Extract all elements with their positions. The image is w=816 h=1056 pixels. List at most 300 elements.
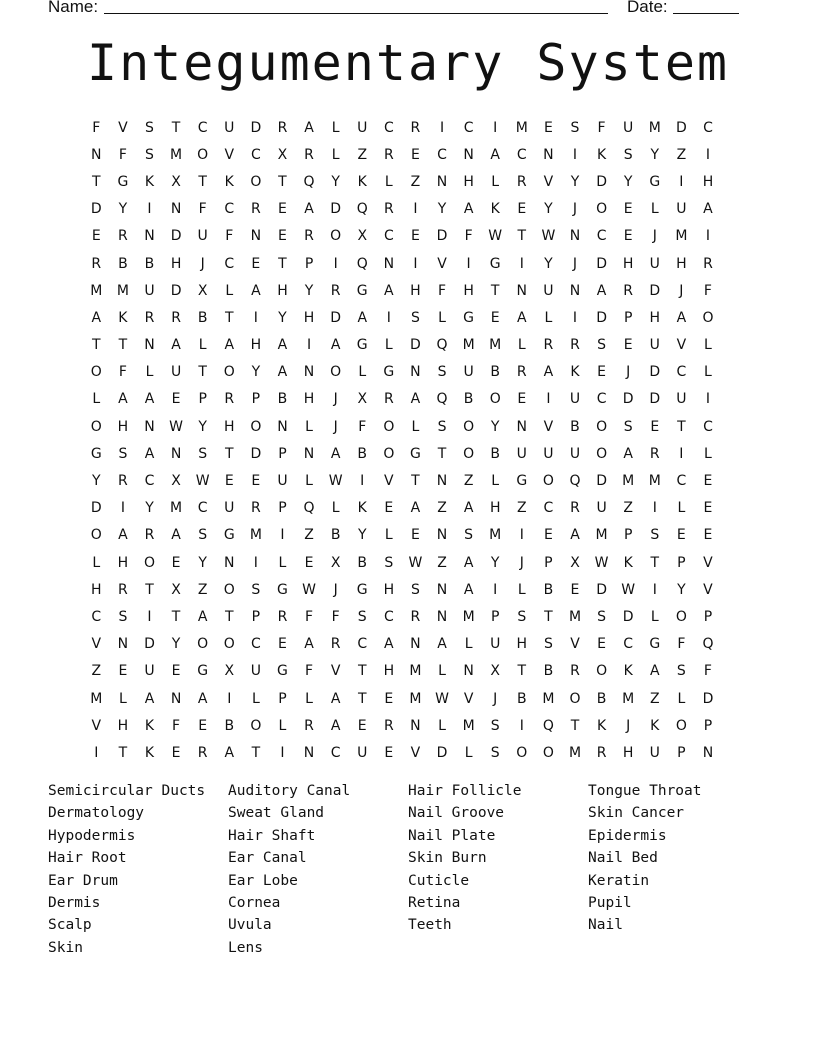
grid-letter: K — [570, 364, 580, 381]
grid-letter: V — [91, 717, 102, 734]
grid-letter: N — [569, 282, 581, 299]
grid-letter: U — [623, 119, 634, 136]
grid-letter: C — [383, 119, 394, 136]
grid-letter: I — [306, 337, 312, 354]
grid-letter: N — [410, 364, 421, 381]
grid-letter: L — [331, 146, 340, 163]
word-list-item: Scalp — [48, 917, 92, 934]
grid-letter: U — [197, 228, 208, 245]
grid-letter: L — [305, 473, 313, 490]
word-list-item: Hair Root — [48, 850, 127, 867]
word-list-item: Nail Groove — [408, 805, 505, 822]
grid-letter: N — [436, 608, 448, 625]
grid-letter: F — [703, 282, 712, 299]
grid-letter: V — [543, 418, 554, 435]
word-column — [228, 780, 408, 959]
grid-letter: E — [570, 581, 580, 598]
grid-letter: J — [200, 255, 205, 272]
grid-letter: C — [383, 608, 394, 625]
grid-letter: A — [171, 527, 181, 544]
grid-letter: J — [493, 690, 498, 707]
grid-letter: H — [702, 173, 714, 190]
grid-letter: Y — [198, 418, 207, 435]
grid-letter: A — [304, 119, 314, 136]
grid-letter: R — [118, 228, 128, 245]
grid-letter: I — [519, 527, 524, 544]
grid-letter: T — [437, 445, 447, 462]
grid-letter: S — [118, 445, 128, 462]
grid-letter: R — [144, 527, 155, 544]
grid-letter: E — [543, 119, 553, 136]
grid-row — [83, 277, 721, 304]
grid-letter: O — [542, 744, 554, 761]
grid-letter: Z — [517, 500, 527, 517]
grid-letter: G — [489, 255, 501, 272]
word-list-item: Cuticle — [408, 872, 470, 889]
grid-row — [83, 522, 721, 549]
grid-letter: C — [330, 744, 341, 761]
grid-letter: G — [117, 173, 129, 190]
word-list-item: Epidermis — [588, 827, 667, 844]
grid-letter: P — [278, 690, 287, 707]
grid-letter: T — [118, 337, 128, 354]
grid-letter: U — [569, 391, 581, 408]
grid-letter: E — [703, 473, 713, 490]
grid-letter: F — [198, 201, 207, 218]
grid-letter: H — [622, 744, 634, 761]
grid-letter: R — [570, 663, 580, 680]
grid-letter: M — [515, 119, 528, 136]
grid-letter: C — [224, 255, 235, 272]
grid-letter: L — [704, 364, 712, 381]
grid-letter: R — [703, 255, 713, 272]
grid-letter: S — [198, 527, 208, 544]
grid-letter: F — [118, 364, 127, 381]
grid-letter: F — [331, 608, 340, 625]
grid-letter: W — [408, 554, 423, 571]
grid-row — [83, 114, 721, 141]
grid-letter: A — [304, 201, 314, 218]
grid-letter: D — [649, 391, 661, 408]
grid-letter: N — [224, 554, 235, 571]
grid-letter: Y — [304, 282, 314, 299]
grid-letter: M — [595, 527, 608, 544]
grid-letter: T — [278, 173, 287, 190]
grid-letter: A — [197, 608, 208, 625]
grid-letter: T — [517, 228, 527, 245]
word-list-item: Skin Burn — [408, 850, 487, 867]
grid-letter: T — [171, 608, 181, 625]
grid-letter: T — [251, 744, 261, 761]
grid-letter: L — [358, 364, 367, 381]
word-list-item: Skin Cancer — [588, 805, 685, 822]
grid-letter: U — [357, 744, 368, 761]
word-list-item: Pupil — [588, 894, 632, 911]
grid-letter: N — [250, 228, 262, 245]
grid-letter: E — [384, 500, 394, 517]
grid-letter: E — [118, 663, 128, 680]
grid-letter: O — [489, 391, 501, 408]
word-list-item: Retina — [408, 894, 461, 911]
grid-letter: O — [90, 527, 102, 544]
grid-letter: Y — [251, 364, 261, 381]
grid-letter: N — [91, 146, 102, 163]
grid-letter: L — [198, 337, 207, 354]
grid-letter: J — [333, 418, 338, 435]
grid-letter: B — [197, 309, 208, 326]
grid-letter: R — [91, 255, 102, 272]
grid-letter: N — [277, 418, 288, 435]
grid-letter: Y — [544, 201, 553, 218]
grid-letter: R — [330, 282, 341, 299]
grid-letter: T — [517, 663, 527, 680]
grid-letter: O — [90, 364, 102, 381]
grid-letter: R — [277, 119, 288, 136]
grid-letter: P — [490, 608, 500, 625]
grid-letter: A — [277, 337, 288, 354]
grid-letter: B — [357, 445, 368, 462]
grid-letter: D — [596, 309, 607, 326]
grid-letter: Q — [436, 391, 448, 408]
grid-letter: T — [224, 608, 234, 625]
grid-letter: H — [303, 391, 315, 408]
grid-letter: E — [171, 554, 181, 571]
grid-letter: S — [410, 309, 420, 326]
grid-letter: A — [171, 337, 181, 354]
grid-letter: F — [464, 228, 473, 245]
grid-letter: I — [705, 391, 711, 408]
grid-letter: I — [519, 717, 524, 734]
grid-letter: C — [91, 608, 102, 625]
grid-letter: S — [623, 418, 633, 435]
grid-letter: F — [358, 418, 367, 435]
grid-letter: O — [596, 445, 608, 462]
grid-letter: Z — [649, 690, 660, 707]
grid-letter: A — [437, 636, 447, 653]
grid-letter: Q — [356, 255, 368, 272]
grid-letter: E — [490, 309, 500, 326]
grid-letter: E — [304, 554, 314, 571]
grid-letter: N — [463, 663, 474, 680]
grid-letter: N — [516, 418, 528, 435]
grid-letter: R — [543, 337, 554, 354]
grid-letter: X — [357, 228, 368, 245]
grid-letter: D — [144, 636, 155, 653]
grid-letter: A — [463, 554, 474, 571]
grid-letter: K — [224, 173, 234, 190]
grid-letter: R — [516, 364, 527, 381]
grid-letter: M — [170, 500, 183, 517]
grid-letter: I — [253, 554, 258, 571]
grid-letter: S — [118, 608, 128, 625]
grid-letter: U — [357, 119, 368, 136]
grid-letter: H — [117, 717, 129, 734]
grid-letter: H — [463, 173, 474, 190]
grid-letter: U — [569, 445, 581, 462]
grid-letter: T — [544, 608, 553, 625]
grid-letter: M — [249, 527, 262, 544]
grid-letter: S — [410, 581, 420, 598]
grid-letter: J — [679, 282, 684, 299]
grid-letter: F — [172, 717, 181, 734]
grid-letter: U — [516, 445, 527, 462]
word-list-item: Teeth — [408, 917, 452, 934]
grid-letter: J — [626, 717, 631, 734]
grid-letter: E — [597, 636, 606, 653]
grid-letter: Z — [463, 473, 474, 490]
grid-letter: N — [170, 690, 182, 707]
grid-row — [83, 168, 721, 195]
grid-letter: S — [357, 608, 367, 625]
grid-letter: Z — [197, 581, 208, 598]
grid-letter: V — [224, 146, 235, 163]
grid-letter: Q — [303, 173, 315, 190]
grid-letter: E — [91, 228, 101, 245]
grid-letter: O — [702, 309, 714, 326]
grid-letter: L — [704, 445, 712, 462]
grid-letter: G — [356, 581, 368, 598]
grid-letter: S — [145, 146, 154, 163]
grid-letter: E — [171, 663, 181, 680]
grid-letter: Y — [490, 418, 500, 435]
grid-letter: B — [596, 690, 607, 707]
word-list-item: Sweat Gland — [228, 805, 325, 822]
grid-row — [83, 685, 721, 712]
grid-letter: C — [224, 201, 235, 218]
word-list-item: Uvula — [228, 917, 272, 934]
letter-grid — [83, 114, 721, 767]
grid-letter: A — [91, 309, 102, 326]
grid-letter: N — [144, 337, 155, 354]
grid-letter: U — [596, 500, 607, 517]
grid-letter: X — [357, 391, 368, 408]
grid-letter: E — [278, 636, 287, 653]
grid-letter: A — [330, 445, 341, 462]
grid-letter: X — [277, 146, 288, 163]
grid-letter: M — [568, 608, 582, 625]
grid-letter: G — [223, 527, 235, 544]
grid-letter: A — [463, 581, 474, 598]
grid-letter: G — [277, 663, 288, 680]
grid-letter: T — [570, 717, 580, 734]
grid-letter: F — [597, 119, 606, 136]
grid-letter: C — [703, 418, 713, 435]
grid-letter: I — [413, 255, 418, 272]
grid-letter: G — [356, 282, 368, 299]
grid-letter: Q — [356, 201, 368, 218]
grid-letter: N — [383, 255, 395, 272]
grid-letter: K — [596, 717, 607, 734]
grid-letter: W — [302, 581, 316, 598]
grid-letter: O — [223, 636, 235, 653]
grid-letter: X — [330, 554, 341, 571]
grid-letter: Z — [304, 527, 314, 544]
grid-letter: G — [649, 636, 661, 653]
grid-letter: U — [649, 744, 660, 761]
grid-letter: S — [517, 608, 527, 625]
grid-letter: N — [463, 146, 474, 163]
grid-letter: A — [118, 527, 128, 544]
grid-letter: K — [144, 173, 155, 190]
grid-letter: H — [410, 282, 421, 299]
grid-letter: Z — [91, 663, 102, 680]
grid-letter: L — [704, 337, 712, 354]
grid-letter: J — [572, 201, 578, 218]
grid-letter: E — [198, 717, 208, 734]
grid-letter: I — [679, 445, 684, 462]
name-line — [104, 13, 608, 14]
grid-letter: N — [303, 364, 315, 381]
grid-letter: G — [197, 663, 209, 680]
grid-letter: Y — [544, 255, 553, 272]
grid-letter: N — [436, 527, 448, 544]
grid-letter: C — [543, 500, 554, 517]
grid-letter: R — [250, 201, 261, 218]
grid-letter: O — [463, 445, 475, 462]
word-list-item: Nail Bed — [588, 850, 658, 867]
grid-letter: D — [596, 173, 607, 190]
grid-letter: H — [303, 309, 315, 326]
grid-letter: H — [463, 282, 474, 299]
grid-letter: B — [277, 391, 288, 408]
grid-letter: L — [92, 554, 101, 571]
grid-letter: T — [357, 690, 367, 707]
grid-letter: I — [439, 119, 445, 136]
grid-letter: R — [118, 581, 128, 598]
grid-letter: S — [597, 608, 607, 625]
grid-letter: L — [517, 337, 526, 354]
grid-letter: K — [357, 500, 367, 517]
grid-letter: M — [648, 119, 661, 136]
grid-letter: G — [409, 445, 421, 462]
grid-letter: H — [170, 255, 182, 272]
grid-letter: Y — [145, 500, 154, 517]
word-list-item: Nail Plate — [408, 827, 496, 844]
grid-letter: E — [703, 527, 713, 544]
grid-letter: O — [143, 554, 155, 571]
grid-letter: S — [384, 554, 394, 571]
grid-letter: Y — [171, 636, 181, 653]
grid-letter: N — [303, 445, 315, 462]
grid-letter: L — [384, 337, 393, 354]
grid-letter: A — [490, 146, 500, 163]
grid-letter: C — [516, 146, 527, 163]
grid-letter: W — [169, 418, 183, 435]
grid-letter: D — [622, 391, 634, 408]
grid-letter: C — [703, 119, 713, 136]
grid-letter: B — [144, 255, 155, 272]
grid-letter: I — [572, 309, 578, 326]
grid-letter: S — [490, 744, 500, 761]
grid-letter: M — [462, 337, 475, 354]
grid-letter: D — [596, 255, 607, 272]
grid-letter: Y — [118, 201, 128, 218]
grid-letter: U — [543, 282, 554, 299]
grid-letter: I — [493, 581, 498, 598]
grid-letter: E — [251, 473, 261, 490]
grid-letter: O — [330, 364, 342, 381]
grid-letter: F — [92, 119, 101, 136]
grid-letter: M — [90, 690, 103, 707]
grid-letter: H — [250, 337, 262, 354]
grid-letter: D — [436, 744, 448, 761]
grid-letter: H — [489, 500, 501, 517]
grid-letter: M — [489, 527, 502, 544]
grid-letter: D — [90, 500, 102, 517]
grid-letter: T — [278, 255, 287, 272]
grid-letter: D — [596, 581, 607, 598]
grid-letter: X — [570, 554, 580, 571]
grid-letter: D — [596, 473, 607, 490]
grid-letter: Y — [331, 173, 340, 190]
grid-letter: L — [677, 500, 686, 517]
grid-letter: Y — [570, 173, 580, 190]
grid-letter: Z — [437, 500, 447, 517]
grid-letter: Q — [436, 337, 448, 354]
grid-letter: T — [198, 173, 207, 190]
grid-letter: I — [413, 201, 418, 218]
grid-letter: B — [330, 527, 341, 544]
grid-letter: M — [90, 282, 103, 299]
grid-letter: U — [649, 255, 660, 272]
grid-letter: Q — [702, 636, 714, 653]
grid-letter: K — [144, 717, 155, 734]
grid-letter: T — [490, 282, 500, 299]
grid-letter: U — [170, 364, 182, 381]
grid-letter: M — [622, 690, 635, 707]
grid-letter: R — [570, 337, 580, 354]
grid-letter: I — [147, 201, 152, 218]
grid-letter: A — [144, 445, 155, 462]
word-list-item: Semicircular Ducts — [48, 783, 206, 799]
grid-letter: E — [703, 500, 713, 517]
grid-letter: Y — [490, 554, 500, 571]
grid-letter: G — [90, 445, 102, 462]
grid-letter: P — [251, 608, 261, 625]
grid-letter: N — [543, 146, 554, 163]
grid-letter: F — [677, 636, 686, 653]
grid-letter: A — [224, 744, 235, 761]
grid-letter: D — [436, 228, 448, 245]
grid-letter: R — [197, 744, 208, 761]
grid-letter: A — [357, 309, 368, 326]
grid-letter: X — [490, 663, 500, 680]
grid-letter: V — [676, 337, 687, 354]
grid-letter: C — [437, 146, 447, 163]
grid-letter: B — [357, 554, 368, 571]
grid-letter: W — [621, 581, 636, 598]
grid-letter: T — [650, 554, 660, 571]
date-line — [673, 13, 739, 14]
grid-letter: E — [357, 717, 367, 734]
grid-letter: K — [118, 309, 128, 326]
grid-letter: M — [489, 337, 502, 354]
grid-row — [83, 413, 721, 440]
grid-letter: B — [543, 581, 554, 598]
grid-letter: M — [568, 744, 582, 761]
grid-row — [83, 658, 721, 685]
grid-letter: I — [705, 228, 711, 245]
grid-letter: F — [437, 282, 447, 299]
grid-letter: E — [597, 364, 606, 381]
grid-letter: V — [703, 554, 713, 571]
grid-letter: L — [92, 391, 101, 408]
grid-letter: D — [250, 119, 262, 136]
grid-letter: R — [516, 173, 527, 190]
grid-row — [83, 631, 721, 658]
grid-letter: N — [117, 636, 129, 653]
grid-letter: L — [225, 282, 234, 299]
